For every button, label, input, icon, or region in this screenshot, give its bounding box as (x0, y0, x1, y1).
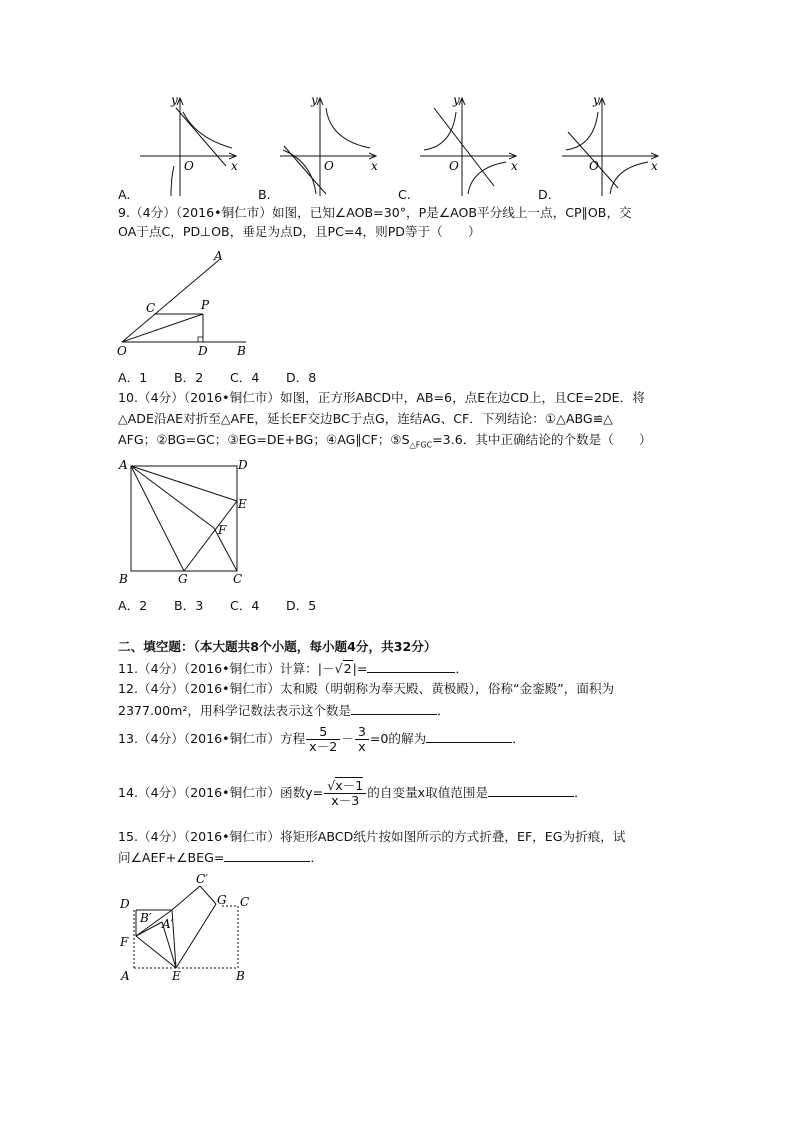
q13-frac2-den: x (358, 739, 366, 754)
graph-b (280, 93, 378, 196)
graph-d-y: y (593, 93, 600, 107)
q10-label-g: G (178, 572, 188, 586)
q13-answer-blank[interactable] (426, 730, 512, 743)
q10-label-e: E (238, 497, 247, 511)
q13-frac1-num: 5 (306, 725, 340, 740)
graph-c-y: y (453, 93, 460, 107)
q13-suffix: ． (512, 731, 525, 746)
q11-expr-a: |－ (317, 661, 335, 676)
q12-line-2-a: 2377.00m²，用科学记数法表示这个数是 (118, 703, 352, 718)
q8-option-c: C. (398, 187, 411, 202)
q10-option-c: C．4 (230, 598, 260, 613)
q15-label-a-prime: A′ (162, 917, 174, 931)
q9-label-o: O (117, 344, 127, 358)
q15-label-c: C (240, 895, 250, 909)
q14-middle: 的自变量x取值范围是 (367, 785, 489, 800)
q10-line-3-b: =3.6．其中正确结论的个数是（ ） (432, 432, 652, 447)
q11-prefix: 11.（4分）（2016•铜仁市）计算： (118, 661, 318, 676)
q15-figure (114, 868, 264, 986)
q15-label-c-prime: C′ (196, 872, 208, 886)
q11-suffix: ． (455, 661, 469, 676)
q11-expr-b: |= (352, 661, 368, 676)
graph-a-y: y (171, 93, 178, 107)
q15-label-d: D (120, 897, 130, 911)
q9-option-c: C．4 (230, 370, 260, 385)
q10-label-b: B (119, 572, 128, 586)
q9-line-2: OA于点C，PD⊥OB，垂足为点D，且PC=4，则PD等于（ ） (118, 224, 481, 239)
graph-a (140, 93, 238, 196)
q10-figure (114, 452, 264, 592)
q11-answer-blank[interactable] (367, 660, 455, 673)
q14 (118, 776, 587, 810)
q9-figure (112, 248, 262, 360)
q15-figure-svg (114, 868, 264, 986)
q15-answer-blank[interactable] (224, 849, 310, 862)
q11-sqrt-sign: √ (334, 661, 343, 676)
q10-subscript: △FGC (409, 440, 433, 450)
q14-num-radicand: x－1 (335, 778, 364, 793)
q10-label-d: D (238, 458, 248, 472)
q14-sqrt-sign: √ (327, 778, 336, 793)
q13-frac1-den: x－2 (309, 739, 338, 754)
q14-answer-blank[interactable] (488, 784, 574, 797)
q8-option-b: B. (258, 187, 271, 202)
q14-suffix: ． (574, 785, 587, 800)
graph-c-x: x (511, 159, 518, 173)
q14-denominator: x－3 (331, 793, 360, 808)
graph-a-o: O (184, 159, 194, 173)
q15-line-2-b: ． (310, 850, 324, 865)
q9-option-a: A．1 (118, 370, 148, 385)
graph-b-x: x (371, 159, 378, 173)
q10-line-3-a: AFG；②BG=GC；③EG=DE+BG；④AG∥CF；⑤S (118, 432, 410, 447)
graph-d-o: O (589, 159, 599, 173)
q9-label-d: D (198, 344, 208, 358)
q12-line-2-b: ． (437, 703, 450, 718)
q13-fraction-2 (355, 725, 369, 754)
q8-option-d: D. (538, 187, 552, 202)
q15-label-b-prime: B′ (140, 911, 152, 925)
graph-c-o: O (449, 159, 459, 173)
q13-minus: － (341, 731, 354, 746)
q10-line-2: △ADE沿AE对折至△AFE，延长EF交边BC于点G，连结AG、CF．下列结论：①△ABG≌△ (118, 411, 613, 426)
q10-line-1: 10.（4分）（2016•铜仁市）如图，正方形ABCD中，AB=6，点E在边CD上，且CE=2DE．将 (118, 390, 645, 405)
q10-label-a: A (119, 458, 128, 472)
q9-label-a: A (214, 249, 223, 263)
q15-label-b: B (236, 969, 245, 983)
q9-label-p: P (201, 298, 210, 312)
q12-line-1: 12.（4分）（2016•铜仁市）太和殿（明朝称为奉天殿、黄极殿），俗称“金銮殿”，面积为 (118, 681, 615, 696)
section-2-title: 二、填空题：（本大题共8个小题，每小题4分，共32分） (118, 639, 437, 654)
q9-line-1: 9.（4分）（2016•铜仁市）如图，已知∠AOB=30°，P是∠AOB平分线上一点，CP∥OB，交 (118, 205, 632, 220)
q13-prefix: 13.（4分）（2016•铜仁市）方程 (118, 731, 306, 746)
q14-fraction (324, 779, 366, 808)
graph-a-x: x (231, 159, 238, 173)
q9-figure-svg (112, 248, 262, 360)
q13 (118, 722, 525, 756)
q13-middle: =0的解为 (369, 731, 427, 746)
q12-line-2 (118, 702, 450, 719)
q10-option-a: A．2 (118, 598, 148, 613)
q13-frac2-num: 3 (355, 725, 369, 740)
q15-label-f: F (120, 935, 129, 949)
q13-fraction-1 (306, 725, 340, 754)
q15-label-e: E (172, 969, 181, 983)
q14-y-eq: y= (305, 785, 324, 800)
q9-option-b: B．2 (174, 370, 204, 385)
q15-line-2-a: 问∠AEF+∠BEG= (118, 850, 225, 865)
q10-label-c: C (233, 572, 243, 586)
q12-answer-blank[interactable] (351, 702, 437, 715)
q15-line-2 (118, 849, 323, 866)
q14-prefix: 14.（4分）（2016•铜仁市）函数 (118, 785, 306, 800)
q9-option-d: D．8 (286, 370, 317, 385)
q10-option-b: B．3 (174, 598, 204, 613)
q15-line-1: 15.（4分）（2016•铜仁市）将矩形ABCD纸片按如图所示的方式折叠，EF，EG为折痕，试 (118, 829, 626, 844)
graph-d (562, 93, 658, 196)
q9-label-c: C (146, 301, 156, 315)
graph-d-x: x (651, 159, 658, 173)
q8-option-a: A. (118, 187, 131, 202)
q11-radicand: 2 (343, 661, 352, 676)
q10-line-3 (118, 432, 652, 454)
q10-label-f: F (218, 523, 227, 537)
graph-c (420, 93, 518, 196)
q15-label-a: A (121, 969, 130, 983)
q10-option-d: D．5 (286, 598, 317, 613)
q10-figure-svg (114, 452, 264, 592)
q14-numerator (324, 779, 366, 794)
q11 (118, 660, 468, 677)
q9-label-b: B (237, 344, 246, 358)
graph-b-o: O (324, 159, 334, 173)
q15-label-g: G (217, 893, 227, 907)
graph-b-y: y (311, 93, 318, 107)
